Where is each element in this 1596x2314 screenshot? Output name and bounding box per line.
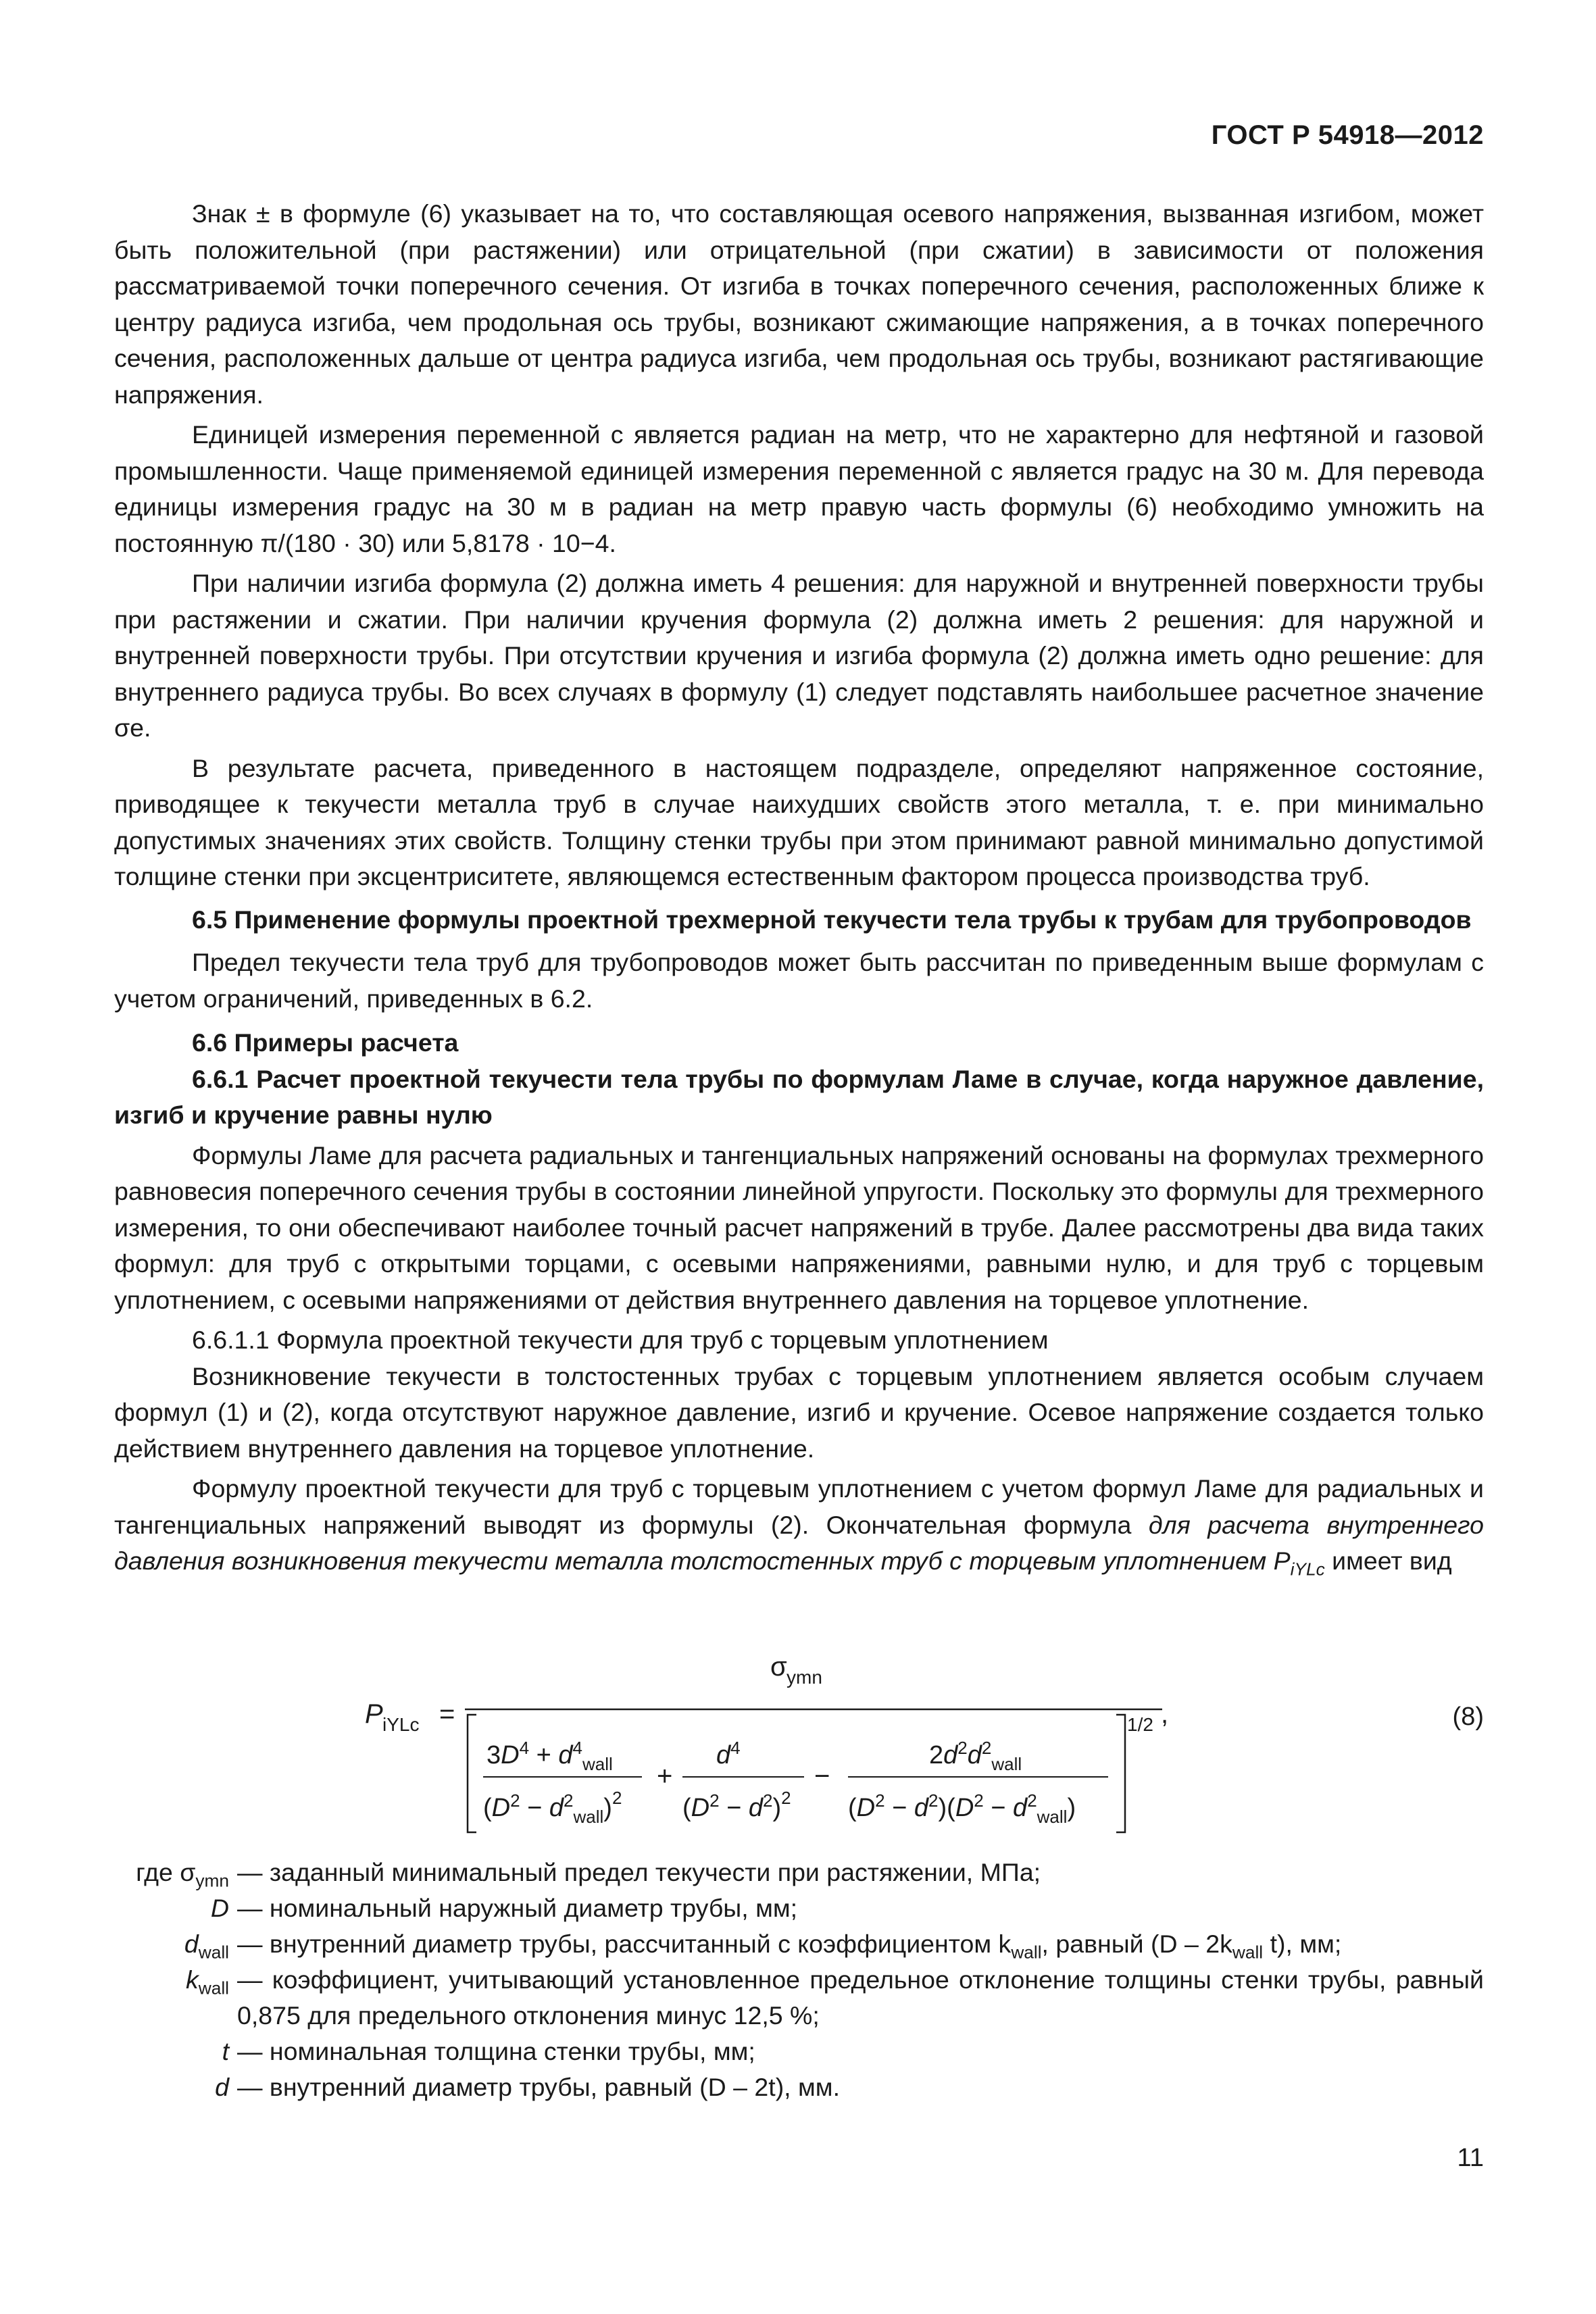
variable-symbol: $d_{wall}$ — [184, 1930, 229, 1963]
term1-numerator: $3D^4 + d^4_{wall}$ — [487, 1738, 613, 1774]
left-bracket — [468, 1715, 476, 1832]
formula-lhs: P — [365, 1699, 383, 1729]
variable-row-D — [114, 1890, 1484, 1926]
variable-description: — заданный минимальный предел текучести при растяжении, МПа; — [237, 1858, 1041, 1886]
variable-symbol: $k_{wall}$ — [186, 1965, 229, 1998]
variable-symbol: d — [215, 2073, 229, 2101]
formula-lhs-sub: iYLc — [382, 1714, 420, 1735]
formula-numerator: σ — [770, 1652, 787, 1682]
term1-denominator: $(D^2 - d^2_{wall})^2$ — [483, 1788, 622, 1827]
formula-equals: = — [439, 1699, 455, 1729]
formula-intro-text: Формулу проектной текучести для труб с торцевым уплотнением с учетом формул Ламе для радиальных и тангенциальных напряжений выводят из формулы (2). Окончательная формула — [114, 1474, 1484, 1539]
heading-6-6: 6.6 Примеры расчета — [192, 1028, 459, 1057]
variable-row-t — [114, 2034, 1484, 2069]
paragraph-yield-occurrence: Возникновение текучести в толстостенных трубах с торцевым уплотнением является особым случаем формул (1) и (2), когда отсутствуют наружное давление, изгиб и кручение. Осевое напряжение создается только действием внутреннего давления на торцевое уплотнение. — [114, 1361, 1484, 1463]
paragraph-solutions: При наличии изгиба формула (2) должна иметь 4 решения: для наружной и внутренней поверхности трубы при растяжении и сжатии. При наличии кручения формула (2) должна иметь 2 решения: для наружной и внутренней поверхности трубы. При отсутствии кручения и изгиба формула (2) должна иметь одно решение: для внутреннего радиуса трубы. Во всех случаях в формулу (1) следует подставлять наибольшее расчетное значение σe. — [114, 569, 1484, 742]
variable-description: — внутренний диаметр трубы, рассчитанный с коэффициентом $k_{wall}$, равный ($D - 2k_{wall}$ t), мм; — [237, 1930, 1342, 1963]
variable-description: — коэффициент, учитывающий установленное предельное отклонение толщины стенки трубы, равный 0,875 для предельного отклонения минус 12,5 %; — [237, 1965, 1484, 2030]
paragraph-formula-intro — [114, 1471, 1484, 1580]
variable-description: — номинальный наружный диаметр трубы, мм; — [237, 1894, 798, 1922]
heading-6-6-1-1: 6.6.1.1 Формула проектной текучести для труб с торцевым уплотнением — [192, 1326, 1049, 1354]
variable-row-sigma — [114, 1855, 1484, 1890]
heading-6-5: 6.5 Применение формулы проектной трехмерной текучести тела трубы к трубам для трубопроводов — [192, 905, 1472, 934]
variable-symbol: D — [210, 1894, 229, 1922]
paragraph-sign-explanation: Знак ± в формуле (6) указывает на то, что составляющая осевого напряжения, вызванная изгибом, может быть положительной (при растяжении) или отрицательной (при сжатии) в зависимости от положения рассматриваемой точки поперечного сечения. От изгиба в точках поперечного сечения, расположенных ближе к центру радиуса изгиба, чем продольная ось трубы, возникают сжимающие напряжения, а в точках поперечного сечения, расположенных дальше от центра радиуса изгиба, чем продольная ось трубы, возникают растягивающие напряжения. — [114, 199, 1484, 409]
formula-intro-italic: для расчета внутреннего давления возникновения текучести металла толстостенных труб с торцевым уплотнением — [114, 1510, 1484, 1575]
variable-row-kwall — [114, 1962, 1484, 2034]
variable-description: — внутренний диаметр трубы, равный (D – 2t), мм. — [237, 2073, 840, 2101]
variable-symbol: t — [222, 2037, 229, 2065]
term3-denominator: $(D^2 - d^2)(D^2 - d^2_{wall})$ — [848, 1790, 1076, 1827]
page-number: 11 — [1457, 2144, 1484, 2172]
formula-number: (8) — [1452, 1703, 1484, 1731]
formula-intro-symbol: $P_{iYLc}$ — [1273, 1546, 1325, 1580]
right-bracket — [1116, 1715, 1125, 1832]
plus-sign: + — [657, 1761, 673, 1791]
variables-list — [114, 1855, 1484, 2105]
paragraph-calc-result: В результате расчета, приведенного в настоящем подразделе, определяют напряженное состояние, приводящее к текучести металла труб в случае наихудших свойств этого металла, т. е. при минимально допустимых значениях этих свойств. Толщину стенки трубы при этом принимают равной минимально допустимой толщине стенки при эксцентриситете, являющемся естественным фактором процесса производства труб. — [114, 753, 1484, 890]
formula-8 — [365, 1642, 1487, 1838]
paragraph-unit-conversion: Единицей измерения переменной c является радиан на метр, что не характерно для нефтяной и газовой промышленности. Чаще применяемой единицей измерения переменной c является градус на 30 м. Для перевода единицы измерения градус на 30 м в радиан на метр правую часть формулы (6) необходимо умножить на постоянную π/(180 · 30) или 5,8178 · 10−4. — [114, 420, 1484, 557]
term2-denominator: $(D^2 - d^2)^2$ — [682, 1788, 791, 1822]
heading-6-6-1: 6.6.1 Расчет проектной текучести тела трубы по формулам Ламе в случае, когда наружное давление, изгиб и кручение равны нулю — [114, 1064, 1484, 1129]
paragraph-lame-formulas: Формулы Ламе для расчета радиальных и тангенциальных напряжений основаны на формулах трехмерного равновесия поперечного сечения трубы в состоянии линейной упругости. Поскольку это формулы для трехмерного измерения, то они обеспечивают наиболее точный расчет напряжений в трубе. Далее рассмотрены два вида таких формул: для труб с открытыми торцами, с осевыми напряжениями, равными нулю, и для труб с торцевым уплотнением, с осевыми напряжениями от действия внутреннего давления на торцевое уплотнение. — [114, 1140, 1484, 1314]
variable-row-d — [114, 2069, 1484, 2105]
term3-numerator: $2d^2d^2_{wall}$ — [929, 1738, 1022, 1774]
paragraph-6-5: Предел текучести тела труб для трубопроводов может быть рассчитан по приведенным выше формулам с учетом ограничений, приведенных в 6.2. — [114, 948, 1484, 1013]
standard-code: ГОСТ Р 54918—2012 — [1211, 120, 1484, 150]
formula-numerator-sub: ymn — [787, 1667, 822, 1688]
variable-symbol: где $\sigma_{ymn}$ — [136, 1858, 229, 1891]
formula-intro-end: имеет вид — [1332, 1546, 1452, 1575]
minus-sign: − — [814, 1761, 830, 1791]
formula-exponent: 1/2 — [1127, 1714, 1153, 1735]
variable-description: — номинальная толщина стенки трубы, мм; — [237, 2037, 755, 2065]
term2-numerator: $d^4$ — [716, 1738, 741, 1769]
variable-row-dwall — [114, 1926, 1484, 1962]
body-text — [114, 196, 1484, 1584]
formula-comma: , — [1161, 1699, 1169, 1729]
